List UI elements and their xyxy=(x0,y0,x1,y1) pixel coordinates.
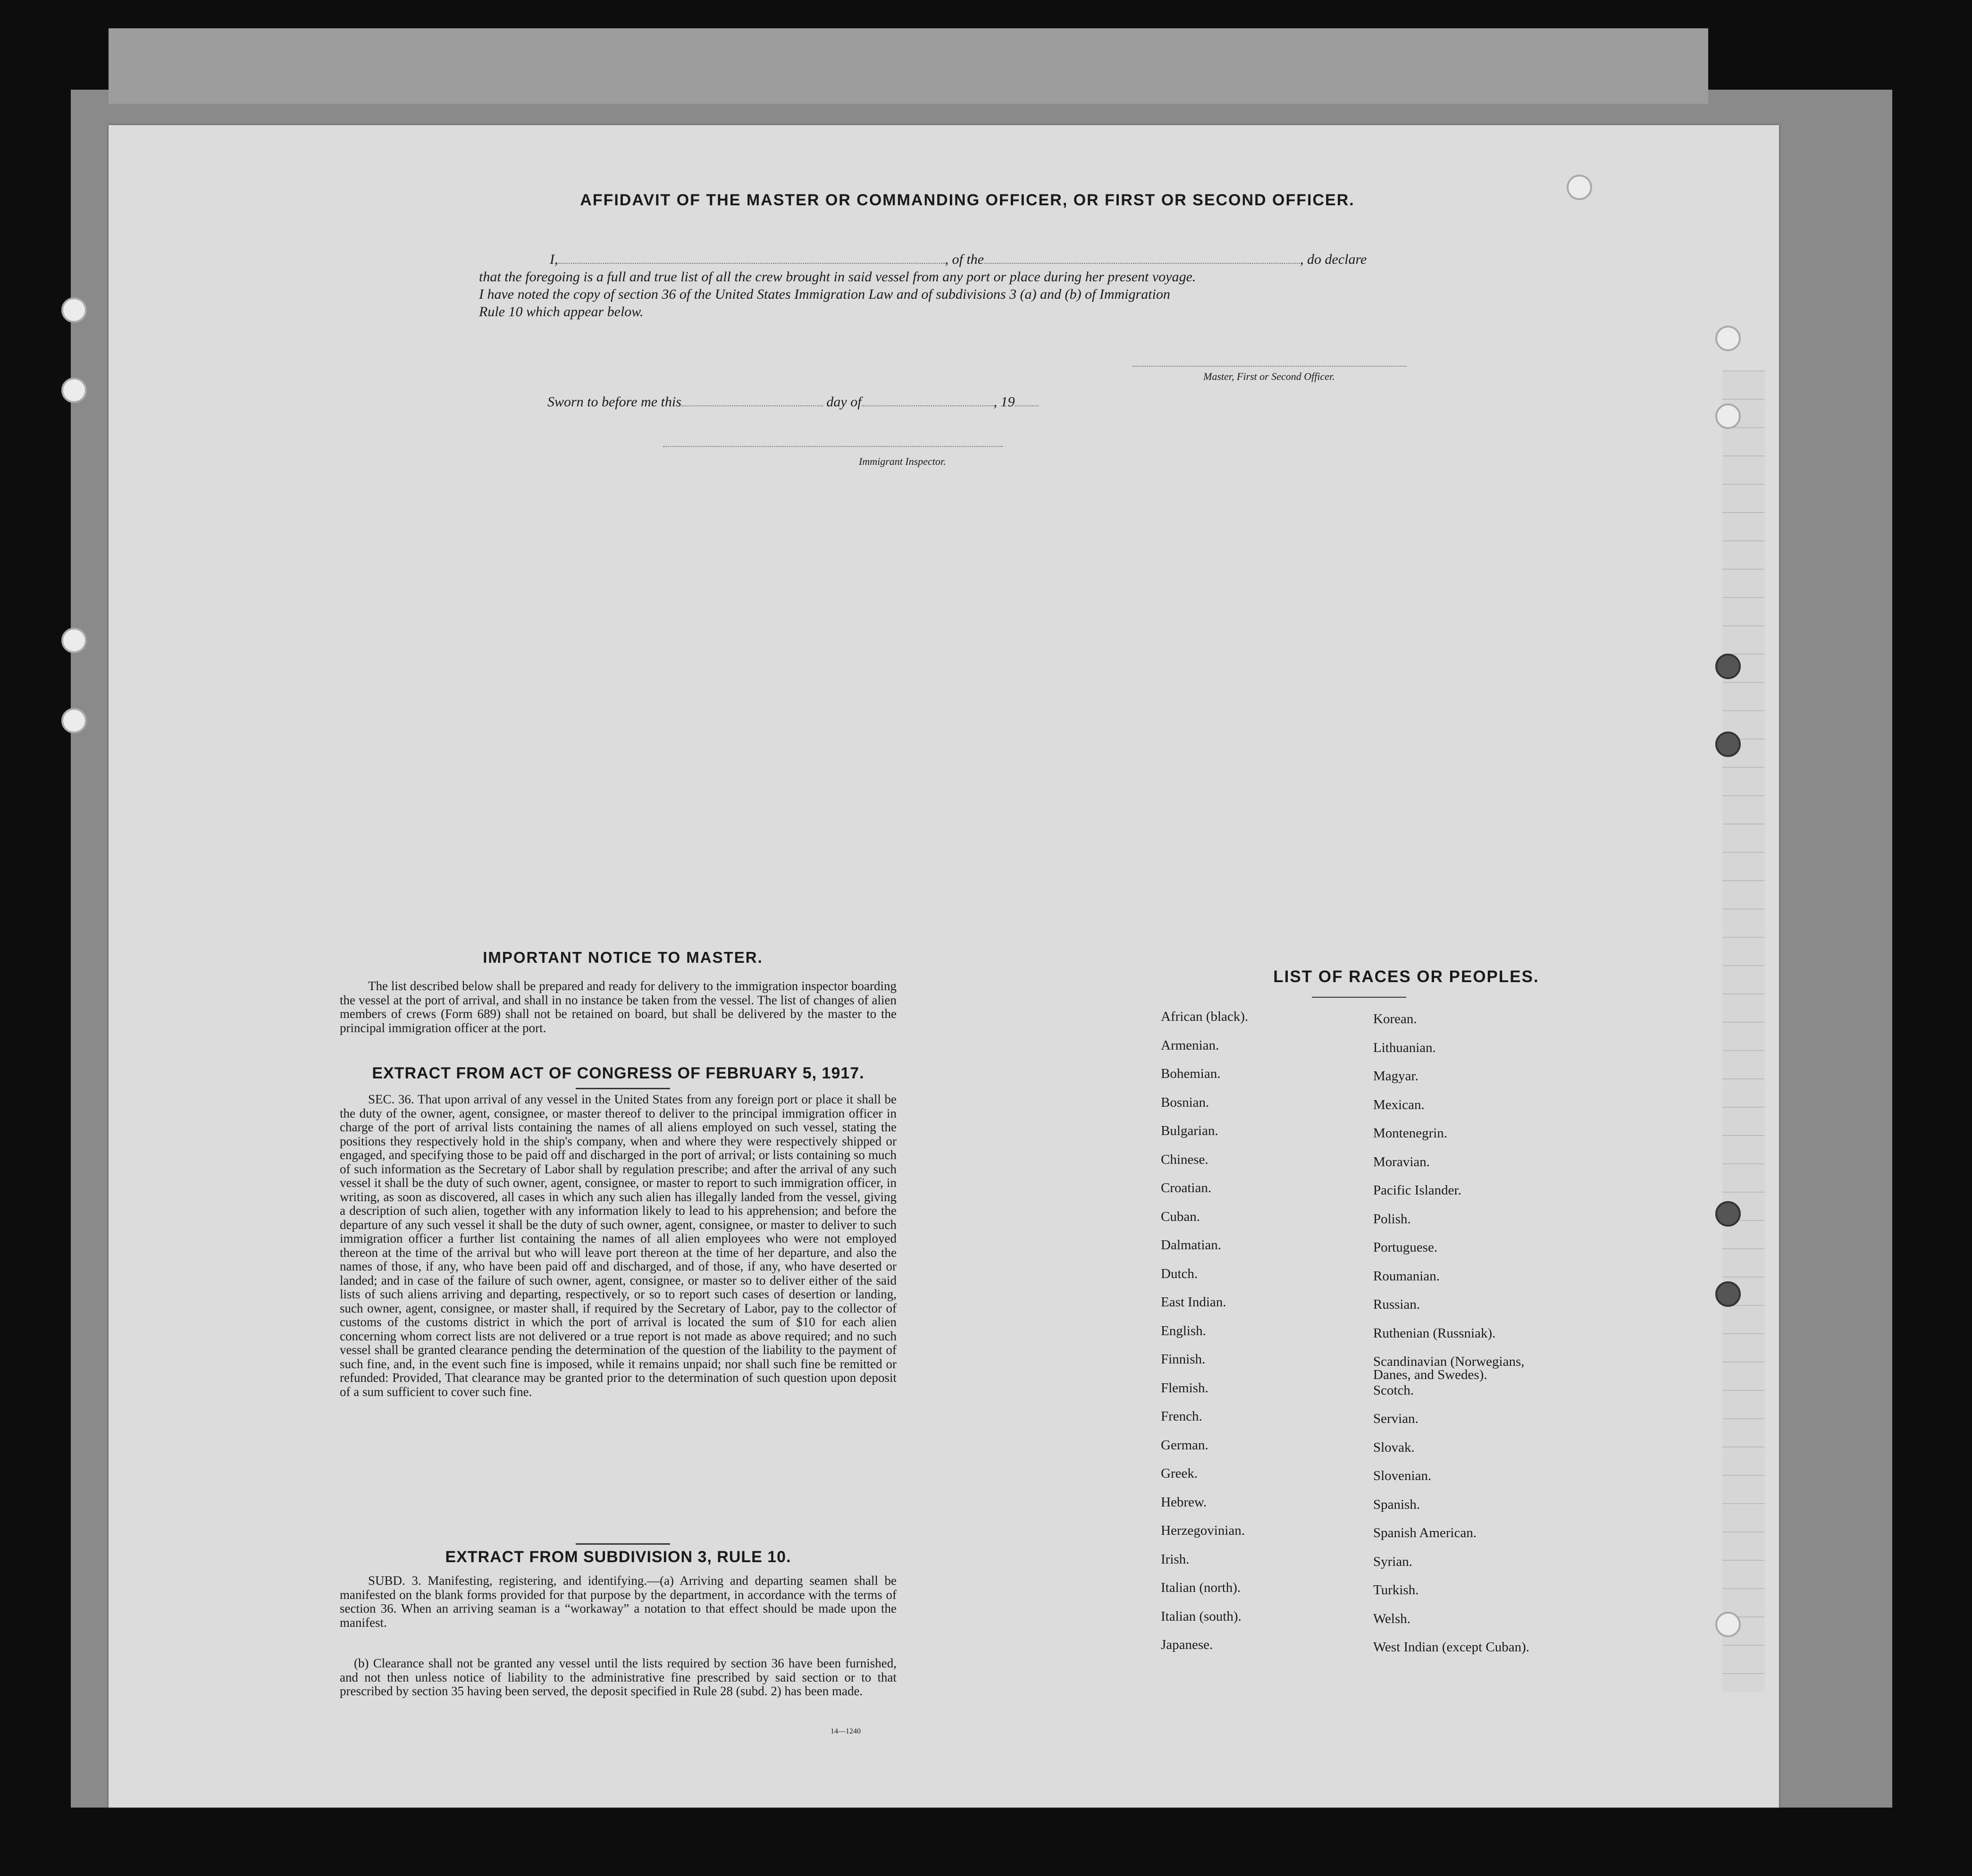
year-field[interactable] xyxy=(1015,405,1039,406)
divider xyxy=(576,1088,670,1089)
day-field[interactable] xyxy=(681,405,823,406)
day-of-text: day of xyxy=(826,394,862,410)
race-item: Italian (north). xyxy=(1161,1580,1241,1595)
affidavit-line-1 xyxy=(550,252,1367,268)
divider xyxy=(1312,997,1406,998)
binder-hole-icon xyxy=(1715,1201,1741,1227)
form-number: 14—1240 xyxy=(831,1727,861,1735)
race-item: Syrian. xyxy=(1373,1554,1412,1569)
race-item: Slovenian. xyxy=(1373,1468,1432,1483)
affidavit-line-2: that the foregoing is a full and true list of all the crew brought in said vessel from any port or place during her present voyage. xyxy=(479,269,1196,285)
race-item: Welsh. xyxy=(1373,1611,1411,1626)
race-item: Portuguese. xyxy=(1373,1240,1438,1255)
race-item: English. xyxy=(1161,1323,1206,1338)
rule-para-a: SUBD. 3. Manifesting, registering, and identifying.—(a) Arriving and departing seamen shall be manifested on the blank forms provided for that purpose by the department, in accordance with the terms of section 36. When an arriving seaman is a “workaway” a notation to that effect should be made upon the manifest. xyxy=(340,1573,897,1630)
race-item: Magyar. xyxy=(1373,1068,1418,1084)
race-item: East Indian. xyxy=(1161,1295,1226,1310)
race-item: German. xyxy=(1161,1437,1208,1453)
notice-body: The list described below shall be prepared and ready for delivery to the immigration inspector boarding the vessel at the port of arrival, and shall in no instance be taken from the vessel. The list of changes of alien members of crews (Form 689) shall not be retained on board, but shall be delivered by the master to the principal immigration officer at the port. xyxy=(340,979,897,1035)
rule-title: EXTRACT FROM SUBDIVISION 3, RULE 10. xyxy=(445,1548,791,1566)
year-text: , 19 xyxy=(993,394,1015,410)
race-item: Finnish. xyxy=(1161,1352,1206,1367)
race-item: West Indian (except Cuban). xyxy=(1373,1640,1530,1655)
notice-title: IMPORTANT NOTICE TO MASTER. xyxy=(483,949,763,966)
divider xyxy=(576,1543,670,1545)
inspector-signature-line[interactable] xyxy=(663,446,1003,447)
race-item: Slovak. xyxy=(1373,1439,1415,1455)
race-item: Russian. xyxy=(1373,1297,1420,1312)
race-item: Polish. xyxy=(1373,1211,1411,1227)
race-item: Moravian. xyxy=(1373,1154,1430,1169)
race-item: Montenegrin. xyxy=(1373,1126,1448,1141)
races-left-column xyxy=(1161,1010,1248,1667)
name-field[interactable] xyxy=(558,263,945,264)
races-right-column xyxy=(1373,1012,1529,1669)
binder-hole-icon xyxy=(1715,654,1741,679)
race-item: Bulgarian. xyxy=(1161,1123,1218,1138)
race-item: Armenian. xyxy=(1161,1037,1219,1053)
race-item: Japanese. xyxy=(1161,1637,1213,1652)
race-item: French. xyxy=(1161,1409,1202,1424)
binder-hole-icon xyxy=(1567,175,1592,200)
affidavit-declare: , do declare xyxy=(1300,252,1367,267)
race-item: Roumanian. xyxy=(1373,1268,1440,1284)
binder-hole-icon xyxy=(1715,1612,1741,1637)
inspector-label: Immigrant Inspector. xyxy=(859,455,946,467)
race-item: Italian (south). xyxy=(1161,1608,1242,1624)
race-item: Turkish. xyxy=(1373,1582,1419,1598)
race-item: Pacific Islander. xyxy=(1373,1183,1461,1198)
race-item: Mexican. xyxy=(1373,1097,1425,1112)
binder-hole-icon xyxy=(61,628,87,653)
background-page-top xyxy=(109,28,1708,104)
binder-hole-icon xyxy=(1715,1281,1741,1307)
affidavit-line-3: I have noted the copy of section 36 of the United States Immigration Law and of subdivisions 3 (a) and (b) of Immigration xyxy=(479,286,1170,302)
race-item: Bosnian. xyxy=(1161,1094,1209,1110)
rule-para-b: (b) Clearance shall not be granted any vessel until the lists required by section 36 have been furnished, and not then unless notice of liability to the administrative fine prescribed by said section or to that prescribed by section 35 having been served, the deposit specified in Rule 28 (subd. 2) has been made. xyxy=(340,1656,897,1698)
race-item: Greek. xyxy=(1161,1466,1198,1481)
affidavit-line-4: Rule 10 which appear below. xyxy=(479,304,644,320)
binder-hole-icon xyxy=(1715,404,1741,429)
binder-hole-icon xyxy=(61,378,87,403)
race-item: Flemish. xyxy=(1161,1380,1208,1396)
race-item: Servian. xyxy=(1373,1411,1418,1426)
binder-hole-icon xyxy=(1715,326,1741,351)
affidavit-title: AFFIDAVIT OF THE MASTER OR COMMANDING OFFICER, OR FIRST OR SECOND OFFICER. xyxy=(580,191,1355,209)
race-item: Chinese. xyxy=(1161,1152,1208,1167)
ruled-page-edge xyxy=(1722,370,1765,1692)
race-item: Spanish American. xyxy=(1373,1525,1477,1540)
affidavit-i: I, xyxy=(550,252,558,267)
race-item: Scotch. xyxy=(1373,1382,1414,1398)
binder-hole-icon xyxy=(61,297,87,323)
race-item: Korean. xyxy=(1373,1011,1417,1026)
master-label: Master, First or Second Officer. xyxy=(1203,370,1335,382)
race-item: Scandinavian (Norwegians, Danes, and Swedes). xyxy=(1373,1354,1525,1382)
race-item: Hebrew. xyxy=(1161,1494,1207,1510)
binder-hole-icon xyxy=(61,708,87,733)
race-item: Ruthenian (Russniak). xyxy=(1373,1325,1496,1341)
binder-hole-icon xyxy=(1715,732,1741,757)
race-item: Croatian. xyxy=(1161,1180,1212,1195)
race-item: Bohemian. xyxy=(1161,1066,1221,1081)
race-item: Dutch. xyxy=(1161,1266,1198,1281)
race-item: Herzegovinian. xyxy=(1161,1523,1245,1538)
race-item: African (black). xyxy=(1161,1009,1249,1024)
sworn-text: Sworn to before me this xyxy=(547,394,681,410)
race-item: Spanish. xyxy=(1373,1497,1420,1512)
races-title: LIST OF RACES OR PEOPLES. xyxy=(1273,967,1539,986)
affidavit-of-the: , of the xyxy=(945,252,984,267)
act-body: SEC. 36. That upon arrival of any vessel in the United States from any foreign port or place it shall be the duty of the owner, agent, consignee, or master thereof to deliver to the principal immigration officer in charge of the port of arrival lists containing the names of all aliens employed on such vessel, stating the positions they respectively hold in the ship's company, when and where they were respectively shipped or engaged, and specifying those to be paid off and discharged in the port of arrival; or lists containing so much of such information as the Secretary of Labor shall by regulation prescribe; and after the arrival of any such vessel it shall be the duty of such owner, agent, consignee, or master to report to such immigration officer, in writing, as soon as discovered, all cases in which any such alien has illegally landed from the vessel, giving a description of such alien, together with any information likely to lead to his apprehension; and before the departure of any such vessel it shall be the duty of such owner, agent, consignee, or master to deliver to such immigration officer a further list containing the names of all alien employees who were not employed thereon at the time of the arrival but who will leave port thereon at the time of her departure, and also the names of those, if any, who have been paid off and discharged, and of those, if any, who have deserted or landed; and in case of the failure of such owner, agent, consignee, or master so to deliver either of the said lists of such aliens arriving and departing, respectively, or so to report such cases of desertion or landing, such owner, agent, consignee, or master shall, if required by the Secretary of Labor, pay to the collector of customs of the customs district in which the port of arrival is located the sum of $10 for each alien concerning whom correct lists are not delivered or a true report is not made as above required; and no such vessel shall be granted clearance pending the determination of the question of the liability to the payment of such fine, and, in the event such fine is imposed, while it remains unpaid; nor shall such fine be remitted or refunded: Provided, That clearance may be granted prior to the determination of such question upon deposit of a sum sufficient to cover such fine. xyxy=(340,1092,897,1399)
race-item: Cuban. xyxy=(1161,1209,1200,1224)
month-field[interactable] xyxy=(862,405,994,406)
race-item: Lithuanian. xyxy=(1373,1040,1436,1055)
sworn-line xyxy=(547,394,1039,410)
master-signature-line[interactable] xyxy=(1133,366,1406,367)
race-item: Irish. xyxy=(1161,1551,1190,1567)
race-item: Dalmatian. xyxy=(1161,1237,1222,1253)
vessel-field[interactable] xyxy=(984,263,1300,264)
act-title: EXTRACT FROM ACT OF CONGRESS OF FEBRUARY 5, 1917. xyxy=(372,1064,864,1082)
